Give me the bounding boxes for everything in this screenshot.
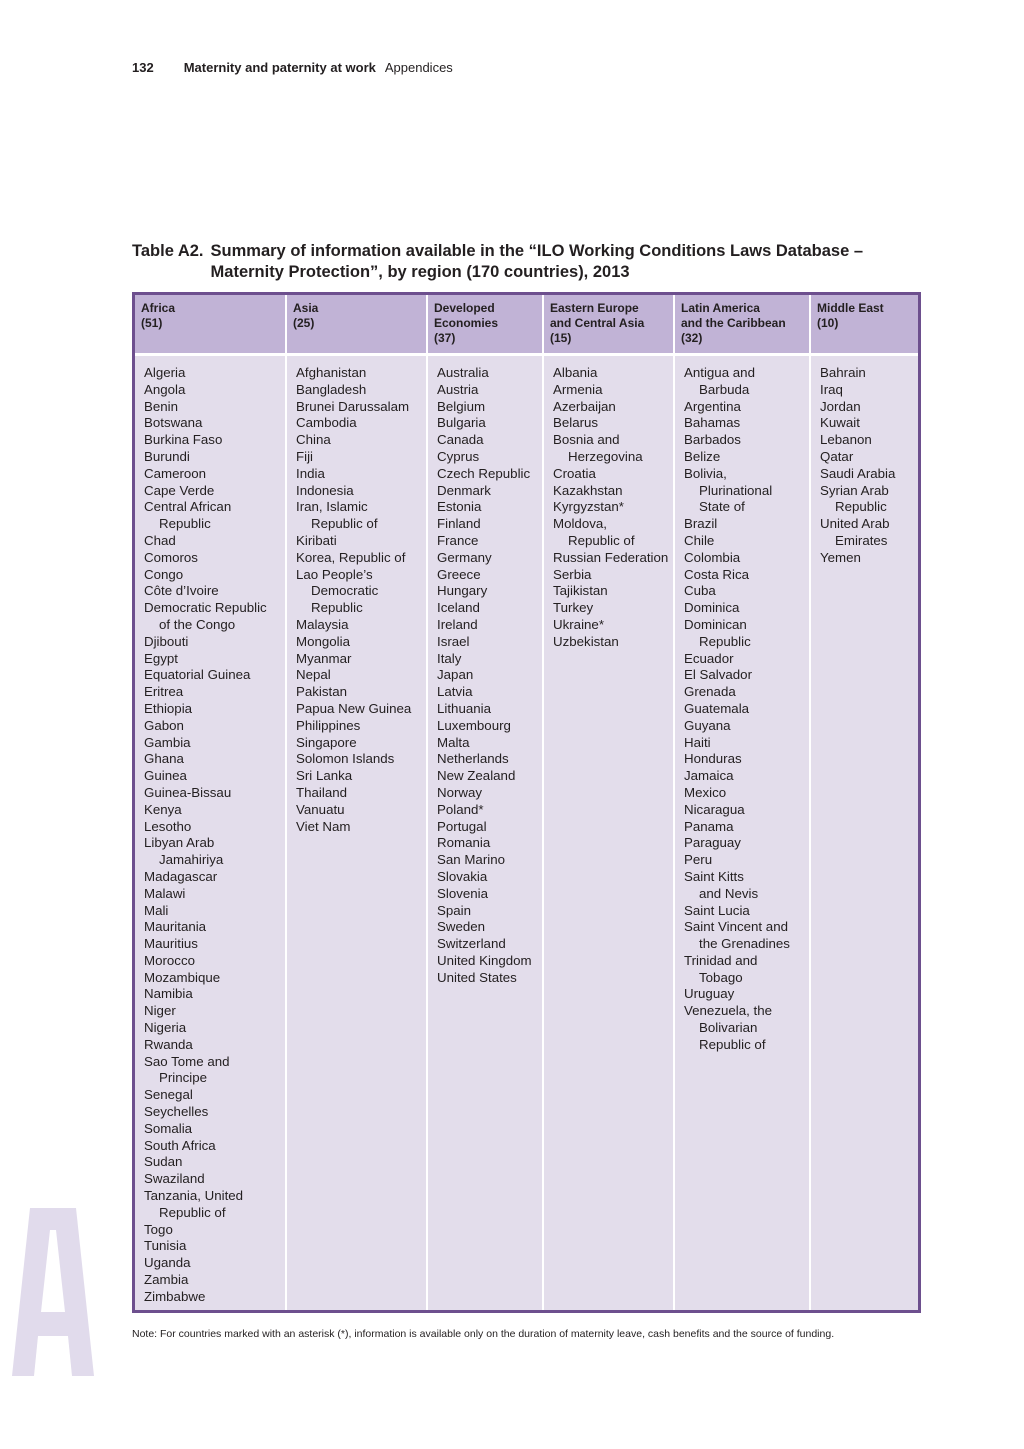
country-list-item: Republic xyxy=(159,516,211,532)
country-list-item: Bahamas xyxy=(684,415,741,431)
country-list-item: Cameroon xyxy=(144,465,207,481)
country-list-item: Antigua and xyxy=(684,365,755,380)
column-header-line: Asia xyxy=(293,301,319,315)
country-list-item: Hungary xyxy=(437,583,488,599)
country-list-item: Kyrgyzstan* xyxy=(553,499,624,515)
country-list-item: Lao People’s xyxy=(296,566,373,582)
country-list-item: Saint Lucia xyxy=(684,902,750,918)
section-name: Appendices xyxy=(384,60,453,75)
country-list-item: Republic xyxy=(835,499,887,515)
country-list-item: Republic of xyxy=(699,1036,766,1052)
country-list-item: Canada xyxy=(437,432,484,448)
column-header-line: Middle East xyxy=(817,301,884,315)
country-list-item: Sri Lanka xyxy=(296,768,353,784)
country-list-item: Angola xyxy=(144,381,186,397)
country-list-item: Azerbaijan xyxy=(553,398,616,414)
country-list-item: Poland* xyxy=(437,801,484,817)
country-list-item: Vanuatu xyxy=(296,801,345,817)
country-list-item: Benin xyxy=(144,398,179,414)
country-list-item: Democratic Republic xyxy=(144,600,267,616)
country-list-item: South Africa xyxy=(144,1137,216,1153)
country-list-item: Guatemala xyxy=(684,700,750,716)
country-list-item: Bosnia and xyxy=(553,432,620,448)
country-list-item: Morocco xyxy=(144,952,195,968)
country-list-item: Zambia xyxy=(144,1272,189,1288)
country-list-item: Jamaica xyxy=(684,768,734,784)
country-list-item: Ireland xyxy=(437,616,478,632)
country-list-item: Bolivia, xyxy=(684,465,727,481)
country-list-item: Mongolia xyxy=(296,633,350,649)
country-list-item: Australia xyxy=(437,365,489,380)
country-list-item: Myanmar xyxy=(296,650,352,666)
country-list-item: Mexico xyxy=(684,784,727,800)
country-list-item: Iceland xyxy=(437,600,480,616)
country-list-item: of the Congo xyxy=(159,616,236,632)
column-header-line: (10) xyxy=(817,316,839,330)
country-list-item: Pakistan xyxy=(296,684,347,700)
country-list-item: El Salvador xyxy=(684,667,752,683)
country-list-item: Japan xyxy=(437,667,474,683)
country-list-item: Kuwait xyxy=(820,415,860,431)
region-column xyxy=(135,295,285,1310)
country-list-item: Grenada xyxy=(684,684,736,700)
country-list-item: Seychelles xyxy=(144,1104,209,1120)
country-list-item: Belgium xyxy=(437,398,486,414)
country-list-item: Mali xyxy=(144,902,169,918)
country-list-item: and Nevis xyxy=(699,885,759,901)
country-list-item: Saudi Arabia xyxy=(820,465,896,481)
country-list-item: Italy xyxy=(437,650,462,666)
country-list-item: Netherlands xyxy=(437,751,509,767)
table-title-line-2: Maternity Protection”, by region (170 countries), 2013 xyxy=(210,263,630,281)
column-header-line: (51) xyxy=(141,316,163,330)
country-list-item: Plurinational xyxy=(699,482,773,498)
country-list-item: Egypt xyxy=(144,650,179,666)
country-list-item: Slovakia xyxy=(437,868,488,884)
country-list-item: Tanzania, United xyxy=(144,1188,244,1204)
country-list-item: Viet Nam xyxy=(296,818,351,834)
country-list-item: Ethiopia xyxy=(144,700,193,716)
country-list-item: Jordan xyxy=(820,398,861,414)
country-list-item: Guyana xyxy=(684,717,731,733)
column-header-line: (37) xyxy=(434,331,456,345)
country-list-item: Kazakhstan xyxy=(553,482,623,498)
country-list-item: Cuba xyxy=(684,583,716,599)
country-list-item: Finland xyxy=(437,516,481,532)
region-column xyxy=(285,295,426,1310)
country-list-item: Korea, Republic of xyxy=(296,549,406,565)
table-title-text xyxy=(211,241,863,283)
country-list-item: Luxembourg xyxy=(437,717,511,733)
country-list-item: Thailand xyxy=(296,784,348,800)
country-list-item: Fiji xyxy=(296,448,313,464)
country-list-item: Congo xyxy=(144,566,184,582)
country-list-item: China xyxy=(296,432,331,448)
country-list-item: Lesotho xyxy=(144,818,192,834)
country-list-item: Senegal xyxy=(144,1087,193,1103)
country-list-item: United Kingdom xyxy=(437,952,532,968)
country-list-item: Malta xyxy=(437,734,470,750)
country-list-item: Austria xyxy=(437,381,479,397)
country-list-item: Republic of xyxy=(568,532,635,548)
country-list-item: Nepal xyxy=(296,667,331,683)
country-list-item: Iran, Islamic xyxy=(296,499,368,515)
country-list-item: Afghanistan xyxy=(296,365,367,380)
country-list-item: India xyxy=(296,465,325,481)
country-list-item: Gabon xyxy=(144,717,184,733)
country-list-item: Slovenia xyxy=(437,885,489,901)
country-list-item: Papua New Guinea xyxy=(296,700,412,716)
country-list-item: Eritrea xyxy=(144,684,184,700)
country-list-item: Croatia xyxy=(553,465,596,481)
country-list-item: Lithuania xyxy=(437,700,491,716)
appendix-letter-a xyxy=(12,1208,94,1376)
country-list-item: Panama xyxy=(684,818,734,834)
country-list-item: Malaysia xyxy=(296,616,349,632)
country-list xyxy=(544,356,673,1310)
country-list-item: Syrian Arab xyxy=(820,482,889,498)
country-list xyxy=(135,356,285,1310)
country-list-item: Cyprus xyxy=(437,448,480,464)
country-list-item: Haiti xyxy=(684,734,711,750)
column-header xyxy=(428,295,542,356)
country-list-item: Tobago xyxy=(699,969,743,985)
country-list xyxy=(675,356,809,1310)
country-list-item: Emirates xyxy=(835,532,888,548)
country-list-item: Kiribati xyxy=(296,532,337,548)
table-caption xyxy=(132,241,863,283)
country-list-item: Cambodia xyxy=(296,415,357,431)
country-list-item: Tajikistan xyxy=(553,583,608,599)
country-list-item: Estonia xyxy=(437,499,482,515)
country-list-item: Bolivarian xyxy=(699,1020,758,1036)
country-list-item: Russian Federation xyxy=(553,549,669,565)
column-header-line: (32) xyxy=(681,331,703,345)
page-number: 132 xyxy=(132,60,154,75)
country-list-item: Honduras xyxy=(684,751,742,767)
table-title-line-1: Summary of information available in the “ILO Working Conditions Laws Database – xyxy=(210,242,864,260)
country-list-item: Lebanon xyxy=(820,432,872,448)
country-list-item: Sudan xyxy=(144,1154,183,1170)
country-list-item: Djibouti xyxy=(144,633,189,649)
country-list-item: Latvia xyxy=(437,684,473,700)
country-list-item: Jamahiriya xyxy=(159,852,224,868)
country-list-item: Bahrain xyxy=(820,365,866,380)
country-list-item: Guinea-Bissau xyxy=(144,784,232,800)
country-list-item: Burkina Faso xyxy=(144,432,223,448)
country-list-item: Chile xyxy=(684,532,715,548)
country-list-item: Madagascar xyxy=(144,868,218,884)
column-header xyxy=(544,295,673,356)
country-list-item: Mozambique xyxy=(144,969,221,985)
column-header-line: and Central Asia xyxy=(550,316,645,330)
country-list-item: Greece xyxy=(437,566,481,582)
country-list xyxy=(287,356,426,1310)
country-list-item: Côte d’Ivoire xyxy=(144,583,219,599)
country-list-item: Kenya xyxy=(144,801,182,817)
country-list-item: Ecuador xyxy=(684,650,734,666)
column-header-line: Economies xyxy=(434,316,499,330)
country-list-item: Rwanda xyxy=(144,1036,193,1052)
country-list-item: Central African xyxy=(144,499,232,515)
column-header xyxy=(675,295,809,356)
country-list-item: Belize xyxy=(684,448,721,464)
country-list-item: Nigeria xyxy=(144,1020,187,1036)
country-list-item: Singapore xyxy=(296,734,357,750)
country-list-item: Belarus xyxy=(553,415,599,431)
country-list xyxy=(428,356,542,1310)
country-list-item: Sweden xyxy=(437,919,486,935)
country-list-item: Denmark xyxy=(437,482,491,498)
column-header xyxy=(811,295,918,356)
country-list-item: Armenia xyxy=(553,381,603,397)
country-list-item: Spain xyxy=(437,902,472,918)
country-list-item: Republic xyxy=(311,600,363,616)
country-list-item: Peru xyxy=(684,852,713,868)
country-list-item: Algeria xyxy=(144,365,186,380)
country-list-item: Niger xyxy=(144,1003,176,1019)
country-list-item: Ghana xyxy=(144,751,184,767)
region-column xyxy=(673,295,809,1310)
column-header xyxy=(287,295,426,356)
country-list-item: Philippines xyxy=(296,717,361,733)
country-list-item: State of xyxy=(699,499,745,515)
country-list-item: Mauritania xyxy=(144,919,207,935)
country-list-item: New Zealand xyxy=(437,768,516,784)
country-list-item: Zimbabwe xyxy=(144,1288,206,1304)
country-list-item: Trinidad and xyxy=(684,952,758,968)
country-list-item: Iraq xyxy=(820,381,843,397)
column-header xyxy=(135,295,285,356)
country-list-item: Chad xyxy=(144,532,176,548)
country-list-item: Colombia xyxy=(684,549,741,565)
running-header xyxy=(132,60,453,75)
country-list-item: Burundi xyxy=(144,448,190,464)
country-list-item: Czech Republic xyxy=(437,465,531,481)
country-list-item: Romania xyxy=(437,835,491,851)
country-list-item: Moldova, xyxy=(553,516,607,532)
country-list-item: Israel xyxy=(437,633,470,649)
country-list-item: Portugal xyxy=(437,818,487,834)
country-list-item: Sao Tome and xyxy=(144,1053,230,1069)
country-list-item: Paraguay xyxy=(684,835,741,851)
country-list-item: Brazil xyxy=(684,516,718,532)
country-list-item: Dominican xyxy=(684,616,747,632)
table-label: Table A2. xyxy=(132,242,204,260)
country-list-item: Malawi xyxy=(144,885,186,901)
country-list-item: Venezuela, the xyxy=(684,1003,772,1019)
country-list-item: Norway xyxy=(437,784,483,800)
country-list-item: Swaziland xyxy=(144,1171,205,1187)
country-list-item: Principe xyxy=(159,1070,208,1086)
country-list-item: United Arab xyxy=(820,516,890,532)
country-list-item: Bangladesh xyxy=(296,381,367,397)
country-list-item: Saint Vincent and xyxy=(684,919,788,935)
country-list-item: Ukraine* xyxy=(553,616,604,632)
country-list-item: Democratic xyxy=(311,583,379,599)
column-header-line: and the Caribbean xyxy=(681,316,786,330)
table-note: Note: For countries marked with an asterisk (*), information is available only on the duration of maternity leave, cash benefits and the source of funding. xyxy=(132,1328,835,1340)
region-column xyxy=(809,295,918,1310)
country-list-item: Togo xyxy=(144,1221,173,1237)
country-list-item: Barbados xyxy=(684,432,741,448)
country-list-item: Cape Verde xyxy=(144,482,215,498)
country-list-item: Equatorial Guinea xyxy=(144,667,251,683)
country-list-item: Argentina xyxy=(684,398,741,414)
country-list-item: Turkey xyxy=(553,600,594,616)
country-list-item: Germany xyxy=(437,549,492,565)
country-list-item: Brunei Darussalam xyxy=(296,398,410,414)
country-list-item: Serbia xyxy=(553,566,592,582)
country-list-item: Costa Rica xyxy=(684,566,750,582)
column-header-line: Eastern Europe xyxy=(550,301,639,315)
country-list-item: Yemen xyxy=(820,549,861,565)
country-list-item: Nicaragua xyxy=(684,801,745,817)
country-list-item: Namibia xyxy=(144,986,193,1002)
country-region-table xyxy=(132,292,921,1313)
column-header-line: (25) xyxy=(293,316,315,330)
country-list-item: Comoros xyxy=(144,549,198,565)
country-list-item: Somalia xyxy=(144,1120,193,1136)
country-list-item: Tunisia xyxy=(144,1238,187,1254)
column-header-line: (15) xyxy=(550,331,572,345)
column-header-line: Developed xyxy=(434,301,495,315)
book-title: Maternity and paternity at work xyxy=(183,60,376,75)
country-list-item: Uzbekistan xyxy=(553,633,619,649)
country-list-item: Dominica xyxy=(684,600,740,616)
country-list-item: Mauritius xyxy=(144,936,198,952)
country-list-item: San Marino xyxy=(437,852,505,868)
country-list-item: Gambia xyxy=(144,734,191,750)
country-list-item: Barbuda xyxy=(699,381,750,397)
column-header-line: Africa xyxy=(141,301,176,315)
country-list-item: Libyan Arab xyxy=(144,835,215,851)
country-list-item: Solomon Islands xyxy=(296,751,395,767)
country-list-item: the Grenadines xyxy=(699,936,790,952)
country-list-item: France xyxy=(437,532,479,548)
country-list-item: Botswana xyxy=(144,415,203,431)
country-list-item: Republic of xyxy=(311,516,378,532)
country-list-item: Bulgaria xyxy=(437,415,486,431)
country-list-item: Indonesia xyxy=(296,482,354,498)
country-list-item: Republic of xyxy=(159,1204,226,1220)
country-list-item: Uganda xyxy=(144,1255,191,1271)
column-header-line: Latin America xyxy=(681,301,760,315)
region-column xyxy=(542,295,673,1310)
country-list-item: Saint Kitts xyxy=(684,868,744,884)
country-list-item: Qatar xyxy=(820,448,854,464)
country-list-item: Albania xyxy=(553,365,598,380)
country-list-item: Uruguay xyxy=(684,986,735,1002)
country-list-item: Switzerland xyxy=(437,936,506,952)
country-list-item: Republic xyxy=(699,633,751,649)
country-list-item: Guinea xyxy=(144,768,187,784)
country-list-item: Herzegovina xyxy=(568,448,643,464)
region-column xyxy=(426,295,542,1310)
country-list xyxy=(811,356,918,1310)
country-list-item: United States xyxy=(437,969,517,985)
